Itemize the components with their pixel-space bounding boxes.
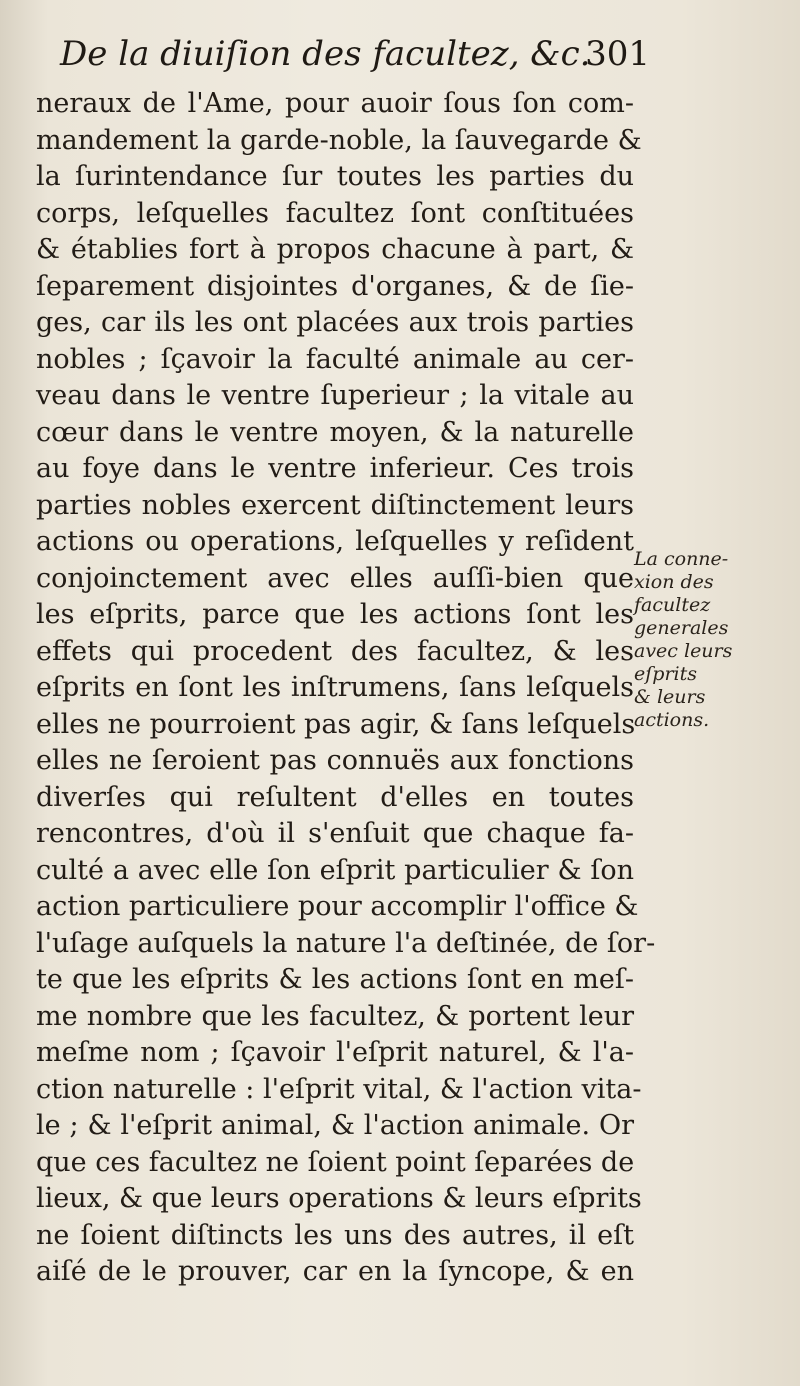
text-line: te que les eſprits & les actions ſont en meſ- [36, 964, 634, 995]
margin-note-line: eſprits [634, 663, 697, 685]
text-line: aiſé de le prouver, car en la ſyncope, & en [36, 1256, 634, 1287]
text-line: mandement la garde-noble, la ſauvegarde & [36, 124, 642, 156]
text-line: que ces facultez ne ſoient point ſeparées de [36, 1146, 635, 1178]
margin-note-line: avec leurs [634, 640, 733, 662]
margin-note-line: facultez [634, 594, 711, 616]
text-line: eſprits en ſont les inſtrumens, ſans leſquels [36, 672, 634, 703]
margin-note-line: & leurs [634, 686, 706, 708]
page-header [60, 34, 650, 88]
margin-note-line: xion des [634, 571, 714, 593]
running-title: De la diuiſion des facultez, &c. [60, 34, 591, 74]
text-line: l'uſage auſquels la nature l'a deſtinée, de ſor- [36, 927, 656, 959]
text-line: conjoinctement avec elles auſſi-bien que [36, 562, 634, 594]
text-line: elles ne ſeroient pas connuës aux fonctions [36, 745, 634, 776]
text-line: ne ſoient diſtincts les uns des autres, il eſt [36, 1219, 634, 1251]
margin-note-line: La conne- [634, 548, 729, 570]
text-line: rencontres, d'où il s'enſuit que chaque fa- [36, 818, 634, 849]
text-line: cœur dans le ventre moyen, & la naturelle [36, 416, 634, 448]
text-line: effets qui procedent des facultez, & les [36, 635, 634, 667]
text-line: me nombre que les facultez, & portent leur [36, 1000, 634, 1032]
text-line: elles ne pourroient pas agir, & ſans leſquels [36, 708, 636, 740]
text-line: lieux, & que leurs operations & leurs eſprits [36, 1183, 642, 1214]
text-line: la ſurintendance ſur toutes les parties du [36, 161, 634, 192]
text-line: nobles ; ſçavoir la faculté animale au cer- [36, 343, 634, 375]
text-line: actions ou operations, leſquelles y reſident [36, 526, 634, 557]
text-line: parties nobles exercent diſtinctement leurs [36, 489, 634, 521]
text-line: ction naturelle : l'eſprit vital, & l'action vita- [36, 1073, 642, 1105]
page-number: 301 [585, 34, 650, 74]
text-line: ſeparement disjointes d'organes, & de ſie- [36, 270, 634, 302]
text-line: veau dans le ventre ſuperieur ; la vitale au [36, 380, 634, 411]
body-text [36, 86, 656, 1291]
text-line: action particuliere pour accomplir l'office & [36, 891, 639, 922]
margin-note-line: generales [634, 617, 729, 639]
margin-note-line: actions. [634, 709, 710, 731]
text-line: au foye dans le ventre inferieur. Ces trois [36, 453, 634, 484]
margin-note [634, 548, 774, 732]
text-line: diverſes qui reſultent d'elles en toutes [36, 781, 634, 813]
text-line: corps, leſquelles facultez ſont conſtituées [36, 197, 634, 229]
text-line: neraux de l'Ame, pour auoir ſous ſon com- [36, 88, 634, 119]
text-line: le ; & l'eſprit animal, & l'action animale. Or [36, 1110, 634, 1141]
text-line: meſme nom ; ſçavoir l'eſprit naturel, & l'a- [36, 1037, 634, 1068]
text-line: ges, car ils les ont placées aux trois parties [36, 307, 634, 338]
text-line: les eſprits, parce que les actions ſont les [36, 599, 634, 630]
text-line: & établies fort à propos chacune à part, & [36, 234, 634, 265]
text-line: culté a avec elle ſon eſprit particulier & ſon [36, 854, 634, 886]
